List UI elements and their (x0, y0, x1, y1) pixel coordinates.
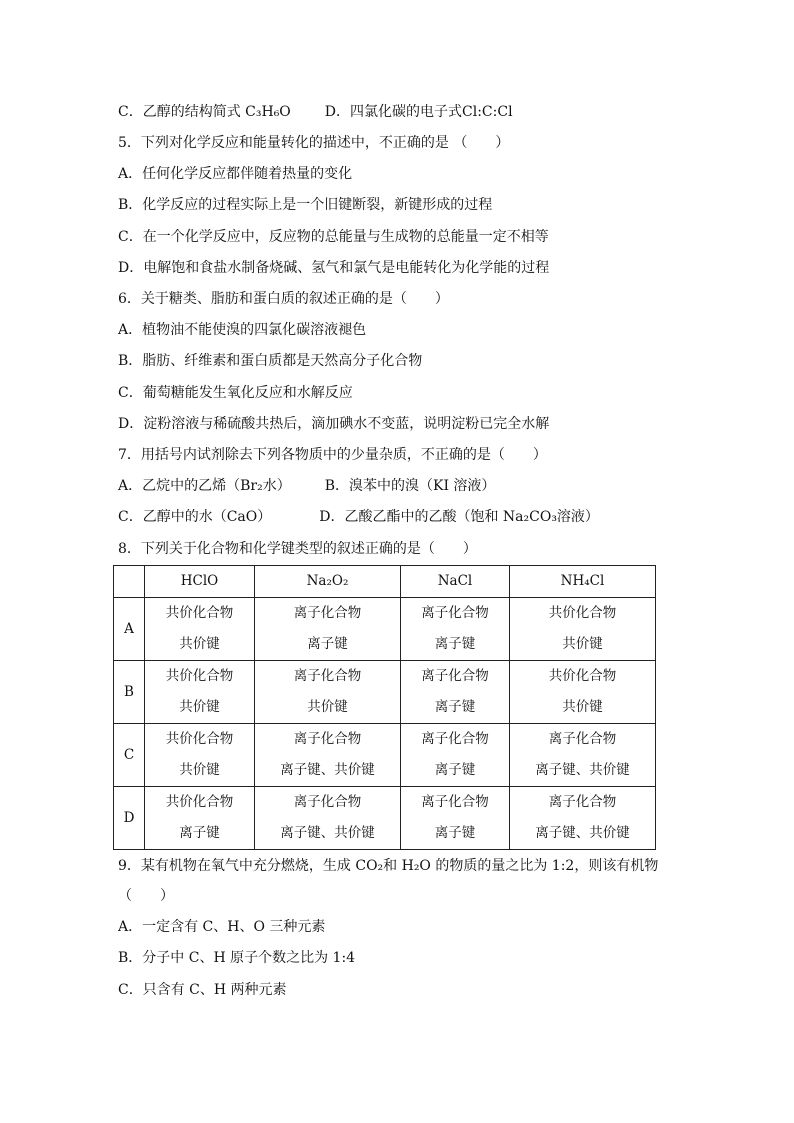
question-8-stem: 8．下列关于化合物和化学键类型的叙述正确的是（ ） (118, 541, 477, 557)
table-cell: 离子化合物 离子键、共价键 (255, 724, 401, 787)
table-header-cell (114, 566, 145, 598)
table-cell: 离子化合物 离子键 (401, 787, 510, 850)
table-row (114, 724, 656, 787)
table-cell: 离子化合物 共价键 (255, 661, 401, 724)
table-cell: 共价化合物 共价键 (510, 598, 656, 661)
compound-bond-table (113, 565, 656, 850)
row-label: D (114, 787, 145, 850)
table-cell: 离子化合物 离子键、共价键 (510, 787, 656, 850)
row-label: A (114, 598, 145, 661)
table-header-cell: HClO (145, 566, 255, 598)
question-9-paren: （ ） (118, 888, 174, 904)
q5-option-b: B．化学反应的过程实际上是一个旧键断裂，新键形成的过程 (118, 197, 493, 213)
option-text: C．乙醇中的水（CaO） (118, 509, 272, 525)
option-text: A．乙烷中的乙烯（Br₂水） (118, 478, 291, 494)
question-6-stem: 6．关于糖类、脂肪和蛋白质的叙述正确的是（ ） (118, 291, 449, 307)
table-cell: 离子化合物 离子键 (255, 598, 401, 661)
q7-options-cd (118, 507, 599, 527)
question-5-stem: 5．下列对化学反应和能量转化的描述中，不正确的是 （ ） (118, 135, 510, 151)
table-row (114, 661, 656, 724)
table-header-row (114, 566, 656, 598)
table-row (114, 787, 656, 850)
q5-option-d: D．电解饱和食盐水制备烧碱、氢气和氯气是电能转化为化学能的过程 (118, 260, 550, 276)
table-cell: 离子化合物 离子键、共价键 (510, 724, 656, 787)
q9-option-b: B．分子中 C、H 原子个数之比为 1:4 (118, 950, 356, 966)
q4-options-cd (118, 102, 513, 122)
row-label: C (114, 724, 145, 787)
table-cell: 离子化合物 离子键、共价键 (255, 787, 401, 850)
table-header-cell: Na₂O₂ (255, 566, 401, 598)
table-cell: 离子化合物 离子键 (401, 598, 510, 661)
table-cell: 共价化合物 共价键 (145, 598, 255, 661)
q9-option-c: C．只含有 C、H 两种元素 (118, 982, 287, 998)
q6-option-b: B．脂肪、纤维素和蛋白质都是天然高分子化合物 (118, 353, 423, 369)
q9-option-a: A．一定含有 C、H、O 三种元素 (118, 919, 326, 935)
table-cell: 离子化合物 离子键 (401, 661, 510, 724)
table-cell: 共价化合物 共价键 (145, 724, 255, 787)
table-row (114, 598, 656, 661)
option-text: B．溴苯中的溴（KI 溶液） (324, 478, 496, 494)
table-header-cell: NaCl (401, 566, 510, 598)
q5-option-a: A．任何化学反应都伴随着热量的变化 (118, 166, 353, 182)
table-cell: 共价化合物 离子键 (145, 787, 255, 850)
table-cell: 共价化合物 共价键 (145, 661, 255, 724)
option-text: D．乙酸乙酯中的乙酸（饱和 Na₂CO₃溶液） (319, 509, 599, 525)
q6-option-a: A．植物油不能使溴的四氯化碳溶液褪色 (118, 322, 367, 338)
option-text: C．乙醇的结构简式 C₃H₆O (118, 104, 291, 120)
table-header-cell: NH₄Cl (510, 566, 656, 598)
question-9-stem: 9．某有机物在氧气中充分燃烧，生成 CO₂和 H₂O 的物质的量之比为 1:2，则该有机物 (118, 858, 659, 874)
q6-option-d: D．淀粉溶液与稀硫酸共热后，滴加碘水不变蓝，说明淀粉已完全水解 (118, 416, 550, 432)
q5-option-c: C．在一个化学反应中，反应物的总能量与生成物的总能量一定不相等 (118, 229, 549, 245)
table-cell: 共价化合物 共价键 (510, 661, 656, 724)
q7-options-ab (118, 476, 495, 496)
row-label: B (114, 661, 145, 724)
question-7-stem: 7．用括号内试剂除去下列各物质中的少量杂质，不正确的是（ ） (118, 447, 547, 463)
table-cell: 离子化合物 离子键 (401, 724, 510, 787)
option-text: D．四氯化碳的电子式Cl:C:Cl (324, 104, 513, 120)
q6-option-c: C．葡萄糖能发生氧化反应和水解反应 (118, 385, 353, 401)
